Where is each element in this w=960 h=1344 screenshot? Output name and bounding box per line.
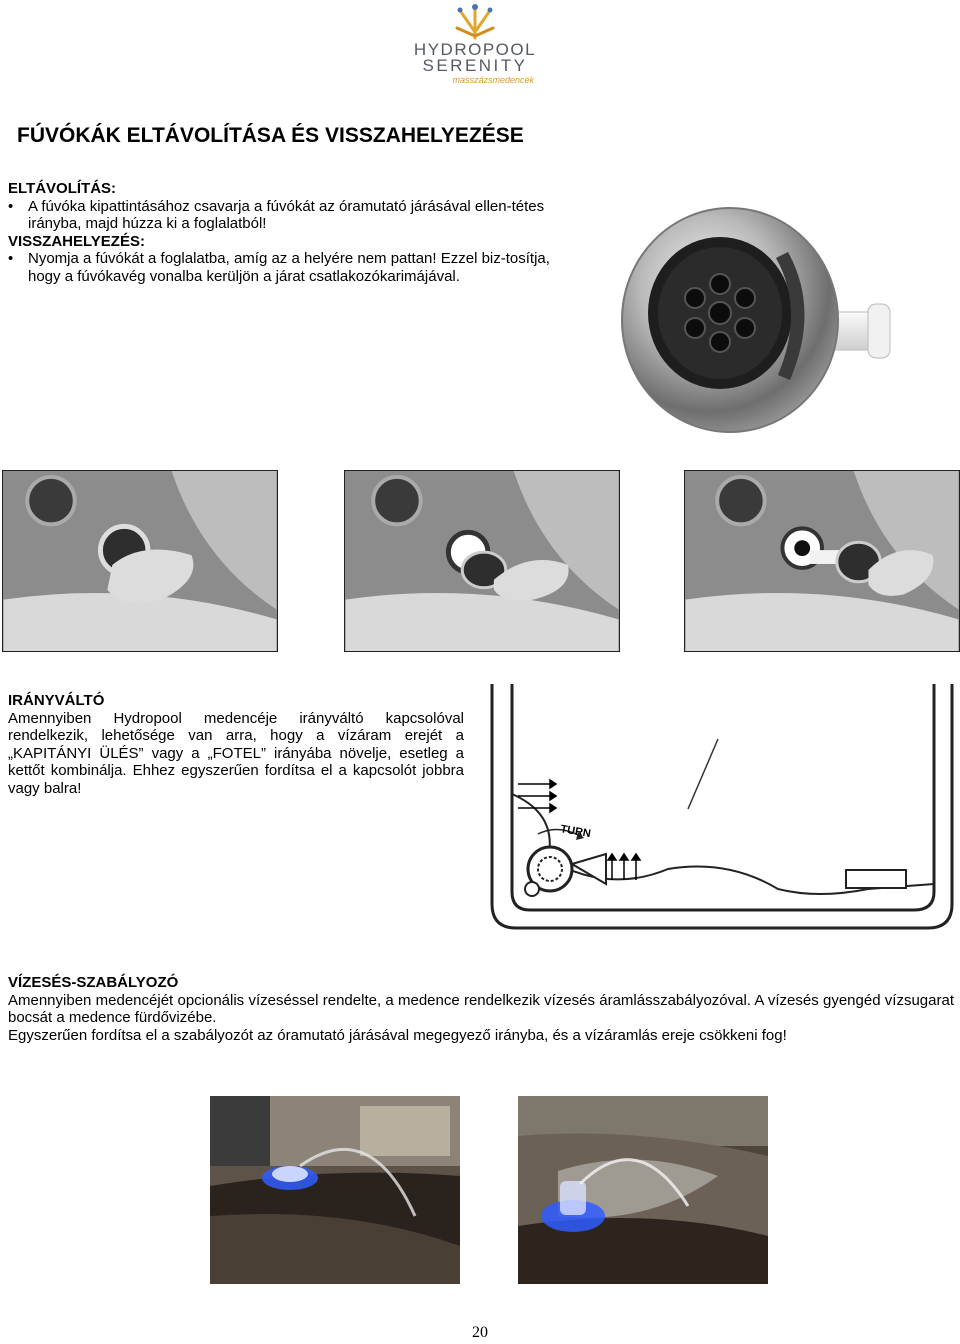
- step-photo-1: [2, 470, 278, 652]
- brand-logo: [410, 0, 540, 92]
- page-number: 20: [472, 1324, 488, 1341]
- waterfall-section: [8, 974, 954, 1044]
- removal-heading: ELTÁVOLÍTÁS:: [8, 180, 117, 197]
- replacement-bullet: [8, 250, 568, 285]
- removal-bullet: [8, 198, 568, 233]
- bullet-icon: •: [8, 197, 14, 215]
- diverter-heading: IRÁNYVÁLTÓ: [8, 692, 105, 709]
- bullet-icon: •: [8, 250, 14, 267]
- replacement-heading: VISSZAHELYEZÉS:: [8, 232, 145, 250]
- diverter-section: [8, 692, 464, 797]
- waterfall-photo-1: [210, 1096, 460, 1284]
- waterfall-heading: VÍZESÉS-SZABÁLYOZÓ: [8, 974, 179, 991]
- diverter-text: Amennyiben Hydropool medencéje irányváltó kapcsolóval rendelkezik, lehetősége van arra, hogy a vízáram erejét a „KAPITÁNYI ÜLÉS” vagy a „FOTEL” irányába növelje, esetleg a kettőt kombinálja. Ehhez egyszerűen fordítsa el a kapcsolót jobbra vagy balra!: [8, 709, 464, 797]
- logo-text-hydropool: HYDROPOOL: [413, 40, 537, 59]
- sunburst-logo-icon: [453, 2, 497, 40]
- step-photo-3: [684, 470, 960, 652]
- waterfall-photo-2: [518, 1096, 768, 1284]
- diagram-turn-label: TURN: [559, 823, 592, 841]
- page-title: FÚVÓKÁK ELTÁVOLÍTÁSA ÉS VISSZAHELYEZÉSE: [17, 124, 524, 147]
- step-photo-2: [344, 470, 620, 652]
- jet-product-photo: [620, 180, 920, 460]
- diverter-diagram: [488, 684, 958, 934]
- logo-text-serenity: SERENITY: [422, 56, 528, 75]
- waterfall-text-1: Amennyiben medencéjét opcionális vízeséssel rendelte, a medence rendelkezik vízesés áramlásszabályozóval. A vízesés gyengéd vízsugarat bocsát a medence fürdővizébe.: [8, 991, 954, 1026]
- logo-tagline: masszázsmedencék: [452, 75, 534, 85]
- removal-bullet-text: A fúvóka kipattintásához csavarja a fúvókát az óramutató járásával ellen-tétes irányba, majd húzza ki a foglalatból!: [28, 197, 545, 232]
- replacement-bullet-text: Nyomja a fúvókát a foglalatba, amíg az a helyére nem pattan! Ezzel biz-tosítja, hogy a fúvókavég vonalba kerüljön a járat csatlakozókarimájával.: [28, 250, 550, 285]
- waterfall-text-2: Egyszerűen fordítsa el a szabályozót az óramutató járásával megegyező irányba, és a vízáramlás ereje csökkeni fog!: [8, 1026, 787, 1044]
- removal-section: [8, 180, 568, 285]
